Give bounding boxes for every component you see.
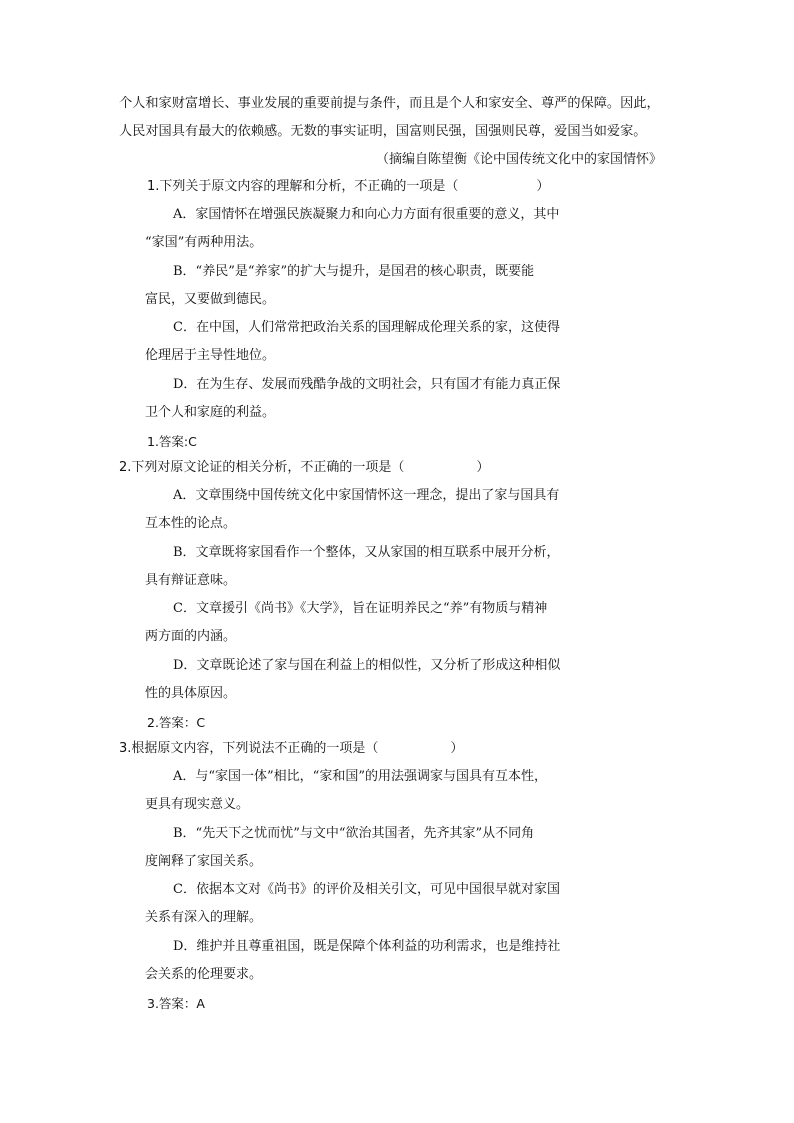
question-3-stem: 3.根据原文内容，下列说法不正确的一项是（ ） — [119, 741, 464, 756]
q3-option-d-line-2: 会关系的伦理要求。 — [145, 967, 263, 982]
q2-option-c-line-1: C．文章援引《尚书》《大学》，旨在证明养民之“养”有物质与精神 — [173, 601, 548, 616]
q2-option-c-line-2: 两方面的内涵。 — [145, 629, 237, 644]
q2-option-d-line-1: D．文章既论述了家与国在利益上的相似性，又分析了形成这种相似 — [173, 658, 561, 673]
q1-answer: 1.答案:C — [147, 434, 197, 449]
intro-line-2: 人民对国具有最大的依赖感。无数的事实证明，国富则民强，国强则民尊，爱国当如爱家。 — [119, 124, 647, 139]
q3-option-d-line-1: D．维护并且尊重祖国，既是保障个体利益的功利需求，也是维持社 — [173, 939, 561, 954]
q1-option-d-line-1: D．在为生存、发展而残酷争战的文明社会，只有国才有能力真正保 — [173, 377, 561, 392]
q2-option-a-line-2: 互本性的论点。 — [145, 516, 237, 531]
q3-option-c-line-2: 关系有深入的理解。 — [145, 910, 263, 925]
q3-option-b-line-2: 度阐释了家国关系。 — [145, 854, 263, 869]
q2-option-a-line-1: A．文章围绕中国传统文化中家国情怀这一理念，提出了家与国具有 — [173, 488, 560, 503]
q1-option-c-line-1: C．在中国，人们常常把政治关系的国理解成伦理关系的家，这使得 — [173, 320, 560, 335]
q2-option-b-line-2: 具有辩证意味。 — [145, 573, 237, 588]
q1-option-d-line-2: 卫个人和家庭的利益。 — [145, 405, 276, 420]
q3-option-c-line-1: C．依据本文对《尚书》的评价及相关引文，可见中国很早就对家国 — [173, 882, 560, 897]
q3-option-b-line-1: B．“先天下之忧而忧”与文中“欲治其国者，先齐其家”从不同角 — [173, 826, 535, 841]
q1-option-a-line-1: A．家国情怀在增强民族凝聚力和向心力方面有很重要的意义，其中 — [173, 207, 560, 222]
q2-option-b-line-1: B．文章既将家国看作一个整体，又从家国的相互联系中展开分析， — [173, 545, 560, 560]
intro-line-1: 个人和家财富增长、事业发展的重要前提与条件，而且是个人和家安全、尊严的保障。因此， — [119, 96, 660, 111]
question-2-stem: 2.下列对原文论证的相关分析，不正确的一项是（ ） — [119, 460, 490, 475]
q1-option-b-line-1: B．“养民”是“养家”的扩大与提升，是国君的核心职责，既要能 — [173, 264, 535, 279]
source-citation: （摘编自陈望衡《论中国传统文化中的家国情怀》 — [376, 152, 663, 167]
q1-option-c-line-2: 伦理居于主导性地位。 — [145, 348, 276, 363]
q3-option-a-line-1: A．与“家国一体”相比，“家和国”的用法强调家与国具有互本性， — [173, 769, 547, 784]
q3-option-a-line-2: 更具有现实意义。 — [145, 797, 250, 812]
q1-option-a-line-2: “家国”有两种用法。 — [145, 235, 263, 250]
q2-option-d-line-2: 性的具体原因。 — [145, 686, 237, 701]
question-1-stem: 1.下列关于原文内容的理解和分析，不正确的一项是（ ） — [147, 179, 550, 194]
q3-answer: 3.答案：A — [147, 996, 205, 1011]
q1-option-b-line-2: 富民，又要做到德民。 — [145, 292, 276, 307]
q2-answer: 2.答案：C — [147, 715, 206, 730]
